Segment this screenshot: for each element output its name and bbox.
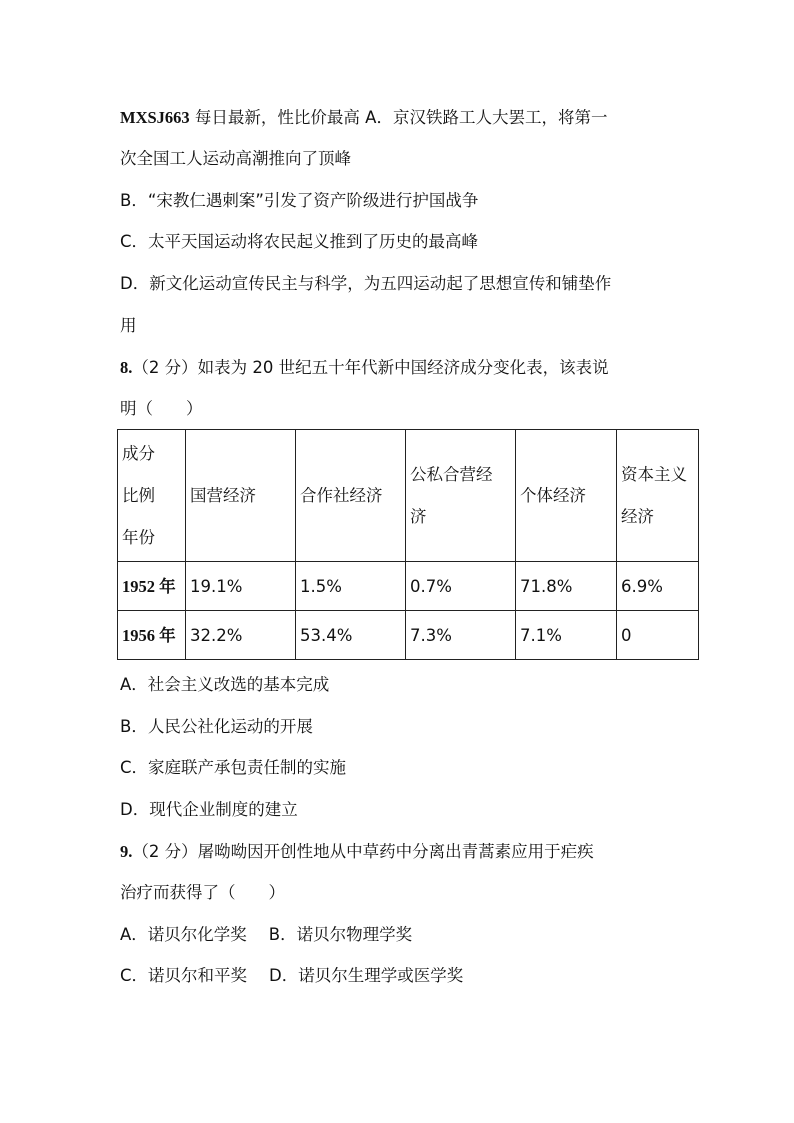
q7-line2: 次全国工人运动高潮推向了顶峰 — [120, 149, 351, 168]
column-header — [296, 430, 406, 562]
q8-option-b: B．人民公社化运动的开展 — [120, 717, 313, 736]
corner-label: 比例 — [122, 485, 155, 505]
column-header — [406, 430, 516, 562]
table-cell: 71.8% — [516, 562, 617, 611]
table-cell: 1.5% — [296, 562, 406, 611]
table-cell: 19.1% — [186, 562, 296, 611]
q8-stem-line1 — [120, 356, 609, 380]
q9-option-d: D．诺贝尔生理学或医学奖 — [269, 966, 464, 985]
q9-options-row1 — [120, 923, 412, 947]
q8-option-a: A．社会主义改选的基本完成 — [120, 675, 330, 694]
economy-table — [117, 429, 699, 660]
q8-stem-text: （2 分）如表为 20 世纪五十年代新中国经济成分变化表，该表说 — [132, 358, 609, 377]
q8-number: 8. — [120, 358, 133, 377]
column-header-text: 经济 — [621, 506, 654, 526]
table-header-row — [118, 430, 699, 562]
year-cell: 1956 年 — [118, 611, 186, 660]
q7-option-b: B．“宋教仁遇刺案”引发了资产阶级进行护国战争 — [120, 191, 479, 210]
table-cell: 7.3% — [406, 611, 516, 660]
table-cell: 6.9% — [617, 562, 699, 611]
q7-option-d-line2: 用 — [120, 316, 137, 335]
q7-option-d-line1: D．新文化运动宣传民主与科学，为五四运动起了思想宣传和铺垫作 — [120, 274, 612, 293]
table-cell: 0.7% — [406, 562, 516, 611]
q9-option-b: B．诺贝尔物理学奖 — [268, 925, 413, 944]
q7-option-c: C．太平天国运动将农民起义推到了历史的最高峰 — [120, 232, 479, 251]
table-row — [118, 611, 699, 660]
q7-line1-text: 每日最新，性比价最高 A．京汉铁路工人大罢工，将第一 — [189, 108, 608, 127]
table-cell: 7.1% — [516, 611, 617, 660]
table-cell: 0 — [617, 611, 699, 660]
q9-stem-line1 — [120, 840, 594, 864]
column-header-text: 济 — [410, 506, 427, 526]
column-header — [516, 430, 617, 562]
table-cell: 32.2% — [186, 611, 296, 660]
column-header-text: 国营经济 — [190, 486, 256, 505]
corner-label: 年份 — [122, 527, 155, 547]
table-corner-cell — [118, 430, 186, 562]
q9-option-a: A．诺贝尔化学奖 — [120, 925, 247, 944]
table-row — [118, 562, 699, 611]
column-header-text: 合作社经济 — [300, 486, 383, 505]
table-cell: 53.4% — [296, 611, 406, 660]
q9-number: 9. — [120, 842, 133, 861]
column-header — [617, 430, 699, 562]
year-cell: 1952 年 — [118, 562, 186, 611]
q7-line1 — [120, 106, 607, 130]
column-header-text: 个体经济 — [520, 486, 586, 505]
corner-label: 成分 — [122, 443, 155, 463]
q8-stem-line2: 明（ ） — [120, 399, 203, 418]
q8-option-d: D．现代企业制度的建立 — [120, 800, 298, 819]
q9-option-c: C．诺贝尔和平奖 — [120, 966, 248, 985]
q9-options-row2 — [120, 964, 463, 988]
q8-option-c: C．家庭联产承包责任制的实施 — [120, 758, 347, 777]
column-header-text: 资本主义 — [621, 464, 687, 484]
q9-stem-line2: 治疗而获得了（ ） — [120, 883, 285, 902]
column-header — [186, 430, 296, 562]
column-header-text: 公私合营经 — [410, 464, 493, 484]
q9-stem-text: （2 分）屠呦呦因开创性地从中草药中分离出青蒿素应用于疟疾 — [132, 842, 594, 861]
q7-code: MXSJ663 — [120, 108, 190, 127]
